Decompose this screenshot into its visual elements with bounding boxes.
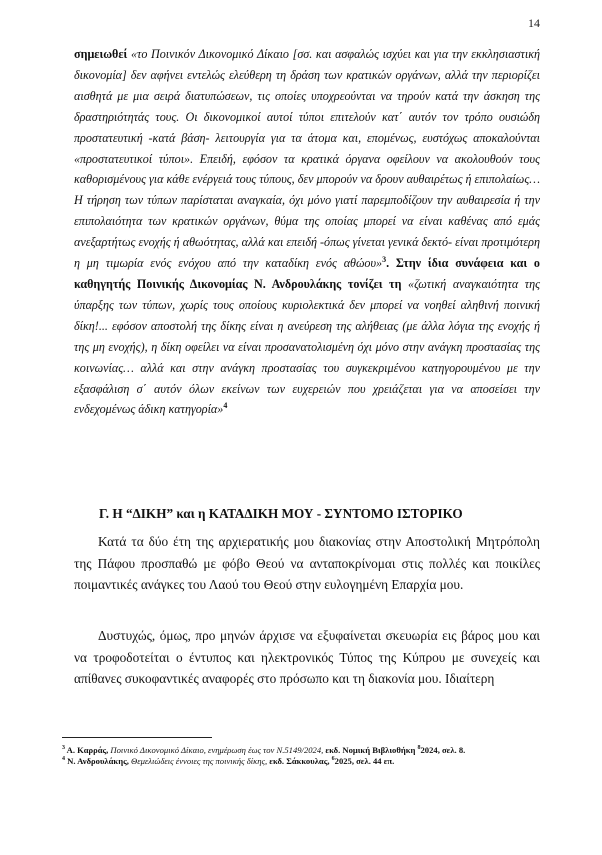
footnote-3 bbox=[62, 745, 544, 756]
footnote-title: Ποινικό Δικονομικό Δίκαιο, ενημέρωση έως τον Ν.5149/2024, bbox=[110, 745, 324, 755]
footnote-title: Θεμελιώδεις έννοιες της ποινικής δίκης, bbox=[131, 756, 268, 766]
footnote-year-pages: 2025, σελ. 44 επ. bbox=[334, 756, 395, 766]
footnote-publisher: εκδ. Σάκκουλας, bbox=[267, 756, 332, 766]
footnote-edition: 6 bbox=[331, 756, 335, 763]
footnote-author: Ν. Ανδρουλάκης, bbox=[65, 756, 131, 766]
quote-karras: «το Ποινικόν Δικονομικό Δίκαιο [σσ. και ασφαλώς ισχύει και για την εκκλησιαστική δικονομία] δεν αφήνει εντελώς ελεύθερη τη δράση των κρατικών οργάνων, αλλά την περιορίζει αισθητά με μια σειρά διατυπώσεων, τις οποίες υποχρεούνται να τηρούν κατά την άσκηση της δραστηριότητάς τους. Οι δικονομικοί αυτοί τύποι επιτελούν κατ΄ αυτόν τον τρόπο ουσιώδη προστατευτική -κατά βάση- λειτουργία για τα άτομα και, επομένως, ευστόχως αποκαλούνται «προστατευτικοί τύποι». Επειδή, εφόσον τα κρατικά όργανα οφείλουν να ακολουθούν τους καθορισμένους για κάθε ενέργειά τους τύπους, δεν μπορούν να δρουν αυθαιρέτως ή επιπολαίως… Η τήρηση των τύπων παρίσταται αναγκαία, όχι μόνο γιατί παρεμποδίζουν την αυθαιρεσία ή την επιπολαιότητα των κρατικών οργάνων, θύμα της οποίας μπορεί να είναι καθένας από εμάς ανεξαρτήτως ενοχής ή αθωότητας, αλλά και επειδή -όπως γίνεται γενικά δεκτό- είναι προτιμότερη η μη τιμωρία ενός ενόχου από την καταδίκη ενός αθώου» bbox=[74, 47, 540, 271]
footnote-author: Α. Καρράς, bbox=[65, 745, 111, 755]
footnote-number: 4 bbox=[62, 756, 65, 763]
quote-androulakis: «ζωτική αναγκαιότητα της ύπαρξης των τύπων, χωρίς τους οποίους κυριολεκτικά δεν μπορεί να νοηθεί αληθινή ποινική δίκη!... εφόσον αποστολή της δίκης είναι η ανεύρεση της αλήθειας (με άλλα λόγια της ενοχής ή της μη ενοχής), η δίκη οφείλει να είναι προσανατολισμένη όχι μόνο στην ανάγκη προστασίας της κοινωνίας… αλλά και στην ανάγκη προστασίας του συγκεκριμένου κατηγορουμένου με την εξασφάλιση σ΄ αυτόν όλων εκείνων των ευχερειών που χρειάζεται για να αποσείσει την ενδεχομένως άδικη κατηγορία» bbox=[74, 276, 540, 417]
lead-word: σημειωθεί bbox=[74, 47, 128, 61]
footnote-ref-4[interactable]: 4 bbox=[223, 401, 228, 411]
footnote-edition: 8 bbox=[417, 745, 421, 752]
footnote-4 bbox=[62, 756, 544, 767]
body-paragraph: Κατά τα δύο έτη της αρχιερατικής μου διακονίας στην Αποστολική Μητρόπολη της Πάφου προσπαθώ με φόβο Θεού να ανταποκρίνομαι στις πολλές και ποικίλες ποιμαντικές ανάγκες του Λαού του Θεού στην ευλογημένη Επαρχία μου. bbox=[74, 534, 540, 593]
bridge-sentence: . Στην ίδια συνάφεια και ο καθηγητής Ποινικής Δικονομίας Ν. Ανδρουλάκης τονίζει τη bbox=[74, 256, 540, 291]
quoted-passage bbox=[74, 44, 540, 420]
footnote-year-pages: 2024, σελ. 8. bbox=[420, 745, 466, 755]
body-paragraph: Δυστυχώς, όμως, προ μηνών άρχισε να εξυφαίνεται σκευωρία εις βάρος μου και να τροφοδοτείται ο έντυπος και ηλεκτρονικός Τύπος της Κύπρου με συνεχείς και απίθανες συκοφαντικές αναφορές στο πρόσωπο και τη διακονία μου. Ιδιαίτερη bbox=[74, 628, 540, 687]
footnote-ref-3[interactable]: 3 bbox=[382, 255, 387, 265]
footnote-number: 3 bbox=[62, 745, 65, 752]
footnote-divider bbox=[62, 737, 212, 738]
section-heading: Γ. Η “ΔΙΚΗ” και η ΚΑΤΑΔΙΚΗ ΜΟΥ - ΣΥΝΤΟΜΟ ΙΣΤΟΡΙΚΟ bbox=[99, 506, 463, 521]
page-number: 14 bbox=[528, 16, 540, 30]
footnote-publisher: εκδ. Νομική Βιβλιοθήκη bbox=[323, 745, 418, 755]
